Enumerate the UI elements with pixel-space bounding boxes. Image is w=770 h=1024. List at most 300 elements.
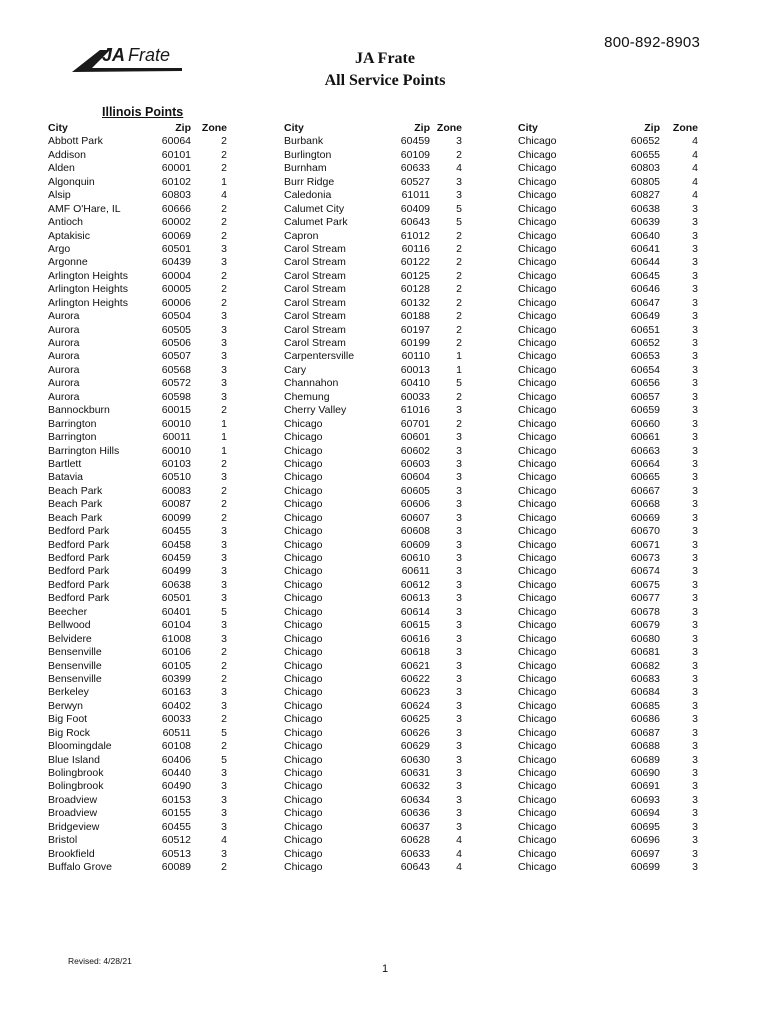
cell-zone: 3 [221,390,227,403]
cell-zip: 60637 [400,820,430,833]
cell-zip: 60688 [630,740,660,753]
table-column-2 [284,122,474,875]
cell-zip: 60004 [161,269,191,282]
cell-zone: 3 [692,431,698,444]
cell-zip: 60696 [630,834,660,847]
cell-zip: 60624 [400,699,430,712]
cell-city: Capron [284,229,319,242]
table-row [48,256,238,269]
cell-city: Chicago [284,632,323,645]
table-row [284,633,474,646]
cell-zip: 60685 [630,699,660,712]
cell-city: Chicago [284,686,323,699]
cell-zone: 3 [692,672,698,685]
cell-zone: 3 [456,525,462,538]
table-row [284,646,474,659]
cell-zone: 2 [221,202,227,215]
table-row [518,646,708,659]
cell-zone: 3 [692,538,698,551]
table-row [284,754,474,767]
table-row [518,324,708,337]
cell-zip: 60670 [630,525,660,538]
table-row [48,243,238,256]
table-row [284,189,474,202]
cell-zone: 2 [221,148,227,161]
cell-city: Abbott Park [48,135,103,148]
cell-city: Chicago [284,861,323,874]
cell-city: Chicago [518,767,557,779]
table-row [518,135,708,148]
table-row [48,606,238,619]
cell-city: Chicago [284,753,323,766]
cell-city: Chicago [518,229,557,242]
table-row [284,780,474,793]
table-row [284,471,474,484]
cell-zip: 60673 [630,552,660,564]
cell-zone: 2 [456,256,462,269]
table-row [518,861,708,874]
cell-city: Chicago [518,807,557,820]
cell-zone: 3 [221,538,227,551]
cell-city: Chicago [284,767,323,779]
cell-zone: 3 [692,484,698,497]
cell-city: Chicago [518,202,557,215]
cell-zip: 60701 [400,417,430,430]
cell-city: Chicago [284,740,323,753]
cell-zip: 60634 [400,793,430,806]
cell-zip: 60116 [401,242,430,255]
cell-city: Berkeley [48,686,89,699]
page-number: 1 [381,963,389,975]
cell-city: Chicago [518,861,557,874]
cell-zip: 60504 [161,310,191,323]
cell-zip: 60803 [161,189,191,202]
table-row [48,767,238,780]
table-row [284,149,474,162]
table-row [48,364,238,377]
table-row [518,512,708,525]
cell-zone: 3 [692,404,698,417]
cell-zip: 60678 [630,605,660,618]
cell-zone: 3 [692,753,698,766]
cell-zone: 3 [692,565,698,578]
cell-city: Bedford Park [48,525,110,538]
cell-zone: 3 [456,767,462,779]
cell-city: Carol Stream [284,296,346,309]
cell-zip: 60803 [630,162,660,175]
cell-zone: 4 [692,162,698,175]
subtitle-line: All Service Points [324,72,446,89]
cell-zip: 61011 [401,189,430,202]
cell-zip: 60410 [400,377,430,390]
cell-zone: 3 [456,605,462,618]
cell-city: Bannockburn [48,404,110,417]
cell-zip: 60409 [400,202,430,215]
cell-zip: 60655 [630,148,660,161]
table-row [48,512,238,525]
cell-zone: 3 [221,767,227,779]
phone-number: 800-892-8903 [604,34,700,51]
cell-zone: 3 [692,619,698,632]
cell-zone: 3 [456,457,462,470]
cell-zone: 2 [221,861,227,874]
cell-zone: 3 [221,632,227,645]
cell-zone: 1 [221,444,227,457]
cell-zone: 3 [456,780,462,793]
cell-city: Chicago [518,847,557,860]
table-row [48,740,238,753]
cell-city: Calumet City [284,202,345,215]
cell-zip: 60602 [400,444,430,457]
table-row [284,525,474,538]
cell-city: Chicago [518,605,557,618]
cell-zone: 3 [221,323,227,336]
cell-zone: 3 [221,256,227,269]
cell-zone: 3 [692,525,698,538]
cell-zip: 60001 [161,162,191,175]
cell-zip: 60013 [400,363,430,376]
cell-zip: 60664 [630,457,660,470]
cell-zip: 60639 [630,216,660,229]
cell-zone: 4 [221,189,227,202]
table-row [48,780,238,793]
table-row [518,727,708,740]
cell-zone: 3 [692,310,698,323]
cell-city: Chicago [284,444,323,457]
cell-city: Chicago [518,242,557,255]
cell-city: Chicago [518,578,557,591]
cell-zip: 60651 [630,323,660,336]
cell-city: Chicago [284,834,323,847]
cell-zone: 2 [221,659,227,672]
cell-zip: 60681 [630,646,660,659]
header-zip: Zip [644,122,660,134]
cell-zone: 4 [456,834,462,847]
table-row [284,176,474,189]
cell-zip: 60125 [400,269,430,282]
table-row [48,471,238,484]
table-row [48,310,238,323]
header-city: City [518,122,538,134]
table-row [48,848,238,861]
cell-zone: 2 [221,646,227,659]
cell-zone: 3 [692,296,698,309]
cell-zone: 1 [221,417,227,430]
table-row [518,633,708,646]
cell-zip: 60616 [400,632,430,645]
cell-zone: 2 [456,229,462,242]
cell-zip: 60805 [630,175,660,188]
cell-zip: 60611 [401,565,430,578]
cell-zone: 2 [456,269,462,282]
table-row [48,807,238,820]
table-row [284,619,474,632]
cell-city: Chicago [518,296,557,309]
cell-zone: 3 [456,619,462,632]
cell-city: Chicago [518,632,557,645]
cell-city: Arlington Heights [48,296,128,309]
table-row [284,565,474,578]
table-row [518,216,708,229]
cell-zone: 2 [456,296,462,309]
cell-zone: 3 [692,578,698,591]
table-row [48,565,238,578]
cell-zip: 60399 [161,672,191,685]
table-row [284,861,474,874]
cell-city: Chicago [284,538,323,551]
cell-zip: 60606 [400,498,430,511]
cell-zone: 3 [692,417,698,430]
cell-city: Chicago [518,686,557,699]
cell-city: Aurora [48,310,80,323]
cell-zip: 60083 [161,484,191,497]
cell-zip: 60630 [400,753,430,766]
cell-city: Chicago [518,189,557,202]
cell-zip: 60679 [630,619,660,632]
cell-city: Broadview [48,793,98,806]
cell-city: Carol Stream [284,256,346,269]
cell-zone: 3 [221,780,227,793]
table-row [284,243,474,256]
cell-zip: 60505 [161,323,191,336]
cell-zip: 60636 [400,807,430,820]
cell-zip: 60644 [630,256,660,269]
table-row [518,418,708,431]
cell-zone: 3 [692,793,698,806]
table-row [48,176,238,189]
cell-zone: 3 [456,552,462,564]
cell-zip: 60163 [161,686,191,699]
cell-city: Chicago [518,484,557,497]
table-row [48,162,238,175]
cell-zip: 60188 [400,310,430,323]
cell-city: Burlington [284,148,332,161]
cell-zone: 3 [221,552,227,564]
table-row [518,592,708,605]
cell-zip: 60684 [630,686,660,699]
cell-city: Carol Stream [284,242,346,255]
cell-city: Chicago [518,511,557,524]
table-row [518,552,708,565]
cell-zone: 3 [692,216,698,229]
cell-zone: 5 [456,377,462,390]
cell-zip: 60625 [400,713,430,726]
table-row [284,445,474,458]
cell-zone: 3 [221,578,227,591]
cell-city: Argonne [48,256,88,269]
cell-zip: 60674 [630,565,660,578]
table-row [48,350,238,363]
cell-zone: 3 [456,807,462,820]
cell-city: Caledonia [284,189,332,202]
table-row [284,821,474,834]
document-title [270,48,500,92]
cell-zone: 3 [692,699,698,712]
cell-zone: 2 [221,740,227,753]
cell-zone: 3 [221,793,227,806]
cell-zone: 2 [456,242,462,255]
cell-zone: 3 [692,820,698,833]
cell-zip: 60455 [161,820,191,833]
table-row [518,713,708,726]
table-row [284,539,474,552]
table-row [48,189,238,202]
cell-city: Carol Stream [284,337,346,349]
cell-city: Chicago [518,498,557,511]
cell-zip: 60669 [630,511,660,524]
cell-city: Chicago [284,431,323,444]
table-row [48,485,238,498]
cell-zip: 60506 [161,337,191,349]
cell-zip: 60641 [630,242,660,255]
cell-zone: 3 [692,269,698,282]
cell-zone: 3 [692,780,698,793]
cell-zip: 60694 [630,807,660,820]
table-header [48,122,238,135]
cell-zip: 60653 [630,350,660,363]
cell-city: Bloomingdale [48,740,112,753]
cell-zip: 60652 [630,337,660,349]
cell-city: Chicago [284,592,323,605]
cell-zip: 60440 [161,767,191,779]
cell-zip: 60638 [630,202,660,215]
cell-zone: 4 [456,847,462,860]
cell-zone: 5 [221,753,227,766]
header-zip: Zip [414,122,430,134]
cell-zip: 60618 [400,646,430,659]
table-row [48,552,238,565]
cell-zone: 3 [221,242,227,255]
cell-zone: 3 [221,471,227,484]
cell-zone: 3 [692,847,698,860]
table-column-1 [48,122,238,875]
cell-zip: 60122 [400,256,430,269]
table-row [284,230,474,243]
cell-zip: 60693 [630,793,660,806]
cell-zone: 3 [692,552,698,564]
table-row [518,458,708,471]
table-row [48,391,238,404]
cell-zip: 60069 [161,229,191,242]
cell-zone: 3 [456,538,462,551]
cell-zone: 3 [692,350,698,363]
cell-city: Chicago [518,350,557,363]
cell-city: Bartlett [48,457,82,470]
cell-zip: 60660 [630,417,660,430]
table-row [284,364,474,377]
table-row [518,256,708,269]
table-row [518,660,708,673]
cell-city: Bensenville [48,672,102,685]
table-row [518,579,708,592]
cell-city: Blue Island [48,753,100,766]
table-row [48,135,238,148]
table-row [48,646,238,659]
cell-city: Chicago [518,175,557,188]
cell-city: Aurora [48,350,80,363]
cell-zip: 60686 [630,713,660,726]
cell-city: Chicago [518,753,557,766]
cell-zip: 60106 [161,646,191,659]
cell-zone: 3 [456,740,462,753]
cell-zone: 3 [692,229,698,242]
cell-zip: 60064 [161,135,191,148]
cell-zip: 60646 [630,283,660,296]
cell-zone: 3 [692,646,698,659]
table-row [284,216,474,229]
table-row [48,754,238,767]
cell-city: Beecher [48,605,88,618]
table-row [518,243,708,256]
cell-zip: 60610 [400,552,430,564]
cell-city: Chicago [518,740,557,753]
cell-zip: 60605 [400,484,430,497]
table-row [48,794,238,807]
cell-city: Burr Ridge [284,175,335,188]
cell-zone: 2 [221,269,227,282]
cell-zone: 5 [221,726,227,739]
cell-zip: 60110 [401,350,430,363]
cell-zone: 3 [456,726,462,739]
cell-city: Chicago [284,417,323,430]
table-row [518,498,708,511]
cell-zip: 60640 [630,229,660,242]
cell-zip: 60680 [630,632,660,645]
header-city: City [284,122,304,134]
cell-zip: 60699 [630,861,660,874]
cell-zip: 60668 [630,498,660,511]
cell-city: Carpentersville [284,350,355,363]
cell-zone: 1 [456,350,462,363]
cell-city: Chicago [284,471,323,484]
cell-city: Arlington Heights [48,269,128,282]
cell-zone: 3 [456,565,462,578]
cell-city: Barrington Hills [48,444,120,457]
cell-zip: 60006 [161,296,191,309]
cell-zip: 60613 [400,592,430,605]
cell-zip: 60643 [400,861,430,874]
cell-city: Carol Stream [284,323,346,336]
cell-zip: 60402 [161,699,191,712]
cell-city: Chicago [284,484,323,497]
cell-city: Aurora [48,337,80,349]
table-row [48,539,238,552]
table-row [518,834,708,847]
cell-zone: 1 [456,363,462,376]
cell-zone: 3 [692,686,698,699]
cell-zip: 60657 [630,390,660,403]
cell-zip: 60614 [400,605,430,618]
cell-zip: 60197 [400,323,430,336]
cell-zip: 60153 [161,793,191,806]
cell-zone: 2 [221,162,227,175]
cell-zone: 2 [221,404,227,417]
table-row [48,821,238,834]
table-row [284,418,474,431]
cell-zip: 60827 [630,189,660,202]
cell-zip: 60691 [630,780,660,793]
cell-zone: 3 [221,310,227,323]
cell-zip: 60677 [630,592,660,605]
table-row [48,633,238,646]
cell-zip: 60633 [400,162,430,175]
cell-zone: 3 [456,511,462,524]
table-row [518,794,708,807]
table-row [518,203,708,216]
cell-zip: 60603 [400,457,430,470]
table-row [48,861,238,874]
cell-zip: 60647 [630,296,660,309]
